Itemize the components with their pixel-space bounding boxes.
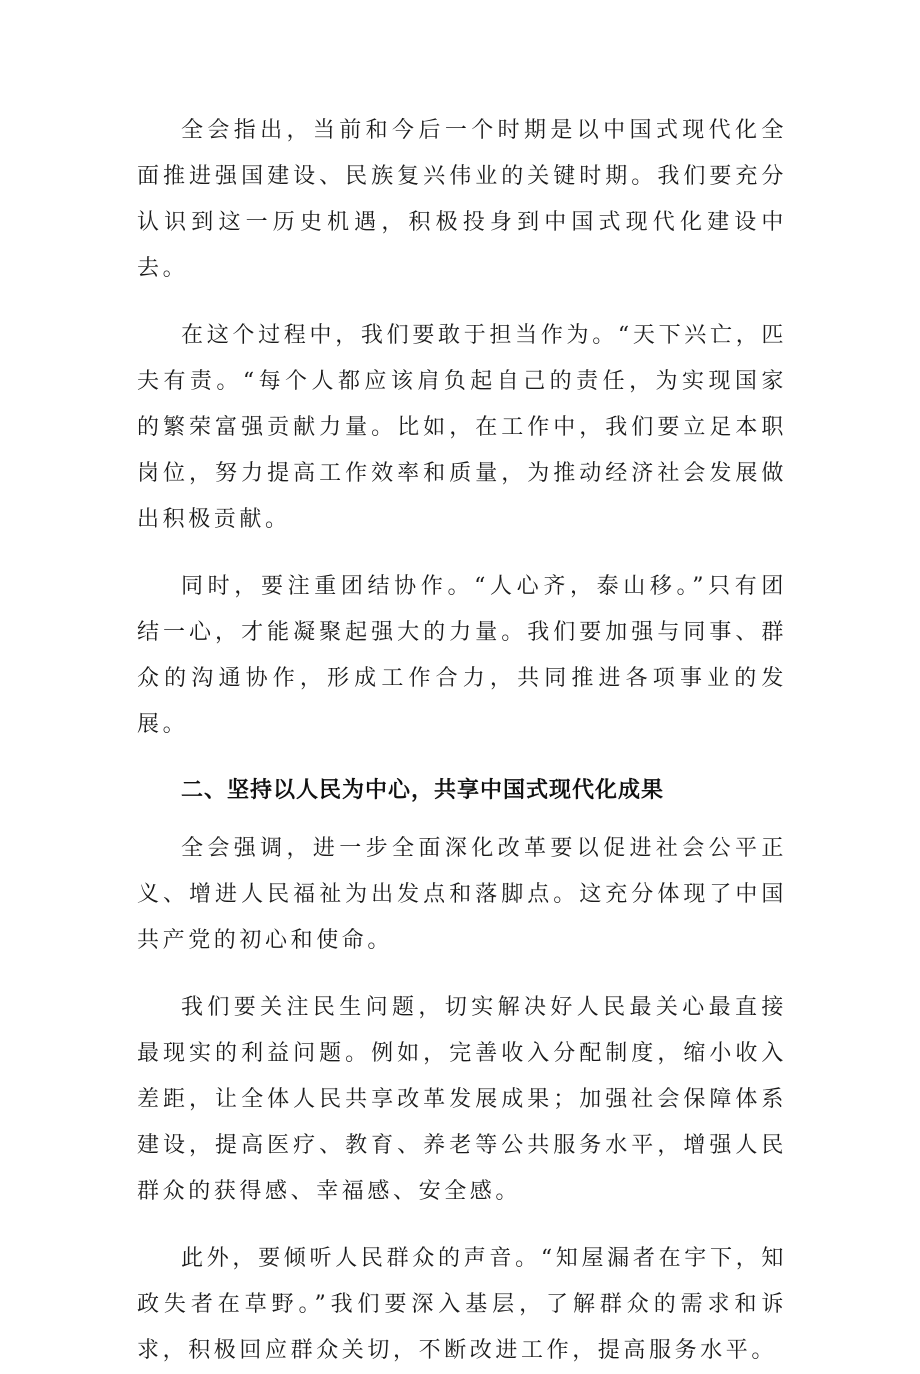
paragraph-livelihood-issues: 我们要关注民生问题，切实解决好人民最关心最直接最现实的利益问题。例如，完善收入分配制度，缩小收入差距，让全体人民共享改革发展成果；加强社会保障体系建设，提高医疗、教育、养老等公共服务水平，增强人民群众的获得感、幸福感、安全感。 xyxy=(137,995,787,1204)
paragraph-unity-cooperation: 同时，要注重团结协作。“人心齐，泰山移。”只有团结一心，才能凝聚起强大的力量。我们要加强与同事、群众的沟通协作，形成工作合力，共同推进各项事业的发展。 xyxy=(137,574,787,737)
document-page xyxy=(137,108,787,1374)
paragraph-take-responsibility: 在这个过程中，我们要敢于担当作为。“天下兴亡，匹夫有责。“每个人都应该肩负起自己的责任，为实现国家的繁荣富强贡献力量。比如，在工作中，我们要立足本职岗位，努力提高工作效率和质量，为推动经济社会发展做出积极贡献。 xyxy=(137,323,787,532)
paragraph-listen-to-people: 此外，要倾听人民群众的声音。“知屋漏者在宇下，知政失者在草野。”我们要深入基层，了解群众的需求和诉求，积极回应群众关切，不断改进工作，提高服务水平。 xyxy=(137,1246,787,1363)
section-heading-people-centered: 二、坚持以人民为中心，共享中国式现代化成果 xyxy=(181,778,665,803)
paragraph-plenary-emphasis: 全会强调，进一步全面深化改革要以促进社会公平正义、增进人民福祉为出发点和落脚点。这充分体现了中国共产党的初心和使命。 xyxy=(137,836,787,953)
paragraph-plenary-period: 全会指出，当前和今后一个时期是以中国式现代化全面推进强国建设、民族复兴伟业的关键时期。我们要充分认识到这一历史机遇，积极投身到中国式现代化建设中去。 xyxy=(137,118,787,281)
